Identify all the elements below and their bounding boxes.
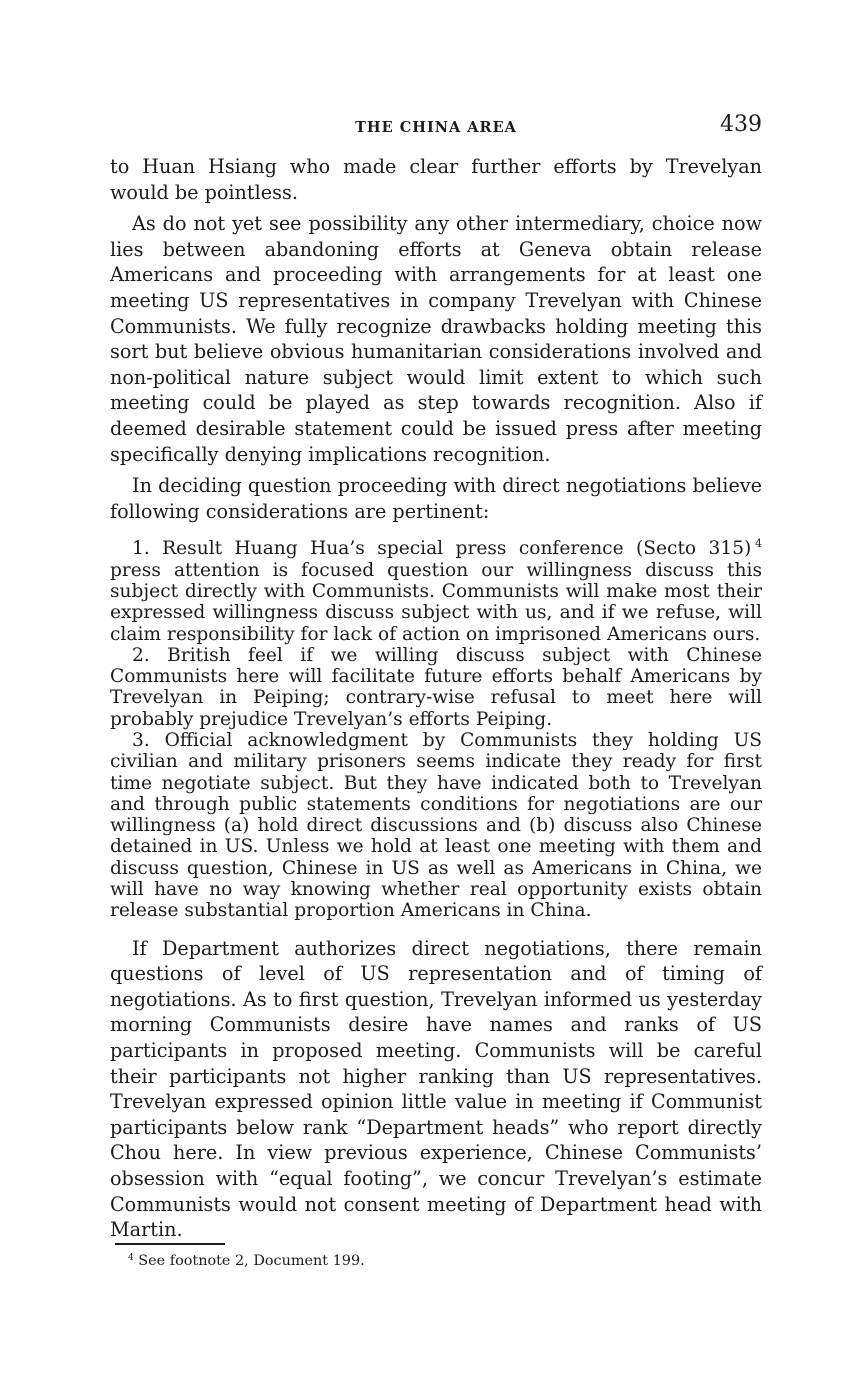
page-number: 439	[720, 112, 762, 137]
paragraph: In deciding question proceeding with direct negotiations believe following considerations are pertinent:	[110, 474, 762, 523]
list-item-text-continued: press attention is focused question our willingness discuss this subject directly with Communists. Communists will make most their expressed willingness discuss subject with us, and if we refuse, will claim responsibility for lack of action on imprisoned Americans ours.	[110, 559, 762, 645]
list-item-text: 1. Result Huang Hua’s special press conference (Secto 315)	[132, 538, 752, 560]
footnote-number: 4	[128, 1253, 134, 1263]
body-text	[110, 154, 762, 1249]
paragraph: If Department authorizes direct negotiations, there remain questions of level of US representation and of timing of negotiations. As to first question, Trevelyan informed us yesterday morning Communists desire have names and ranks of US participants in proposed meeting. Communists will be careful their participants not higher ranking than US representatives. Trevelyan expressed opinion little value in meeting if Communist participants below rank “Department heads” who report directly Chou here. In view previous experience, Chinese Communists’ obsession with “equal footing”, we concur Trevelyan’s estimate Communists would not consent meeting of Department head with Martin.	[110, 936, 762, 1242]
list-item: 2. British feel if we willing discuss subject with Chinese Communists here will facilitate future efforts behalf Americans by Trevelyan in Peiping; contrary-wise refusal to meet here will probably prejudice Trevelyan’s efforts Peiping.	[110, 644, 762, 730]
footnote-marker: 4	[755, 537, 762, 551]
considerations-list	[110, 538, 762, 921]
running-head: THE CHINA AREA	[355, 119, 517, 136]
footnote-text: See footnote 2, Document 199.	[133, 1253, 365, 1269]
list-item	[110, 538, 762, 644]
paragraph: As do not yet see possibility any other intermediary, choice now lies between abandoning efforts at Geneva obtain release Americans and proceeding with arrangements for at least one meeting US representatives in company Trevelyan with Chinese Communists. We fully recognize drawbacks holding meeting this sort but believe obvious humanitarian considerations involved and non-political nature subject would limit extent to which such meeting could be played as step towards recognition. Also if deemed desirable statement could be issued press after meeting specifically denying implications recognition.	[110, 212, 762, 466]
footnote-rule	[115, 1243, 225, 1245]
paragraph-continued: to Huan Hsiang who made clear further efforts by Trevelyan would be pointless.	[110, 155, 762, 204]
page-header	[110, 112, 762, 144]
list-item: 3. Official acknowledgment by Communists they holding US civilian and military prisoners seems indicate they ready for first time negotiate subject. But they have indicated both to Trevelyan and through public statements conditions for negotiations are our willingness (a) hold direct discussions and (b) discuss also Chinese detained in US. Unless we hold at least one meeting with them and discuss question, Chinese in US as well as Americans in China, we will have no way knowing whether real opportunity exists obtain release substantial proportion Americans in China.	[110, 729, 762, 922]
footnote	[110, 1251, 762, 1271]
